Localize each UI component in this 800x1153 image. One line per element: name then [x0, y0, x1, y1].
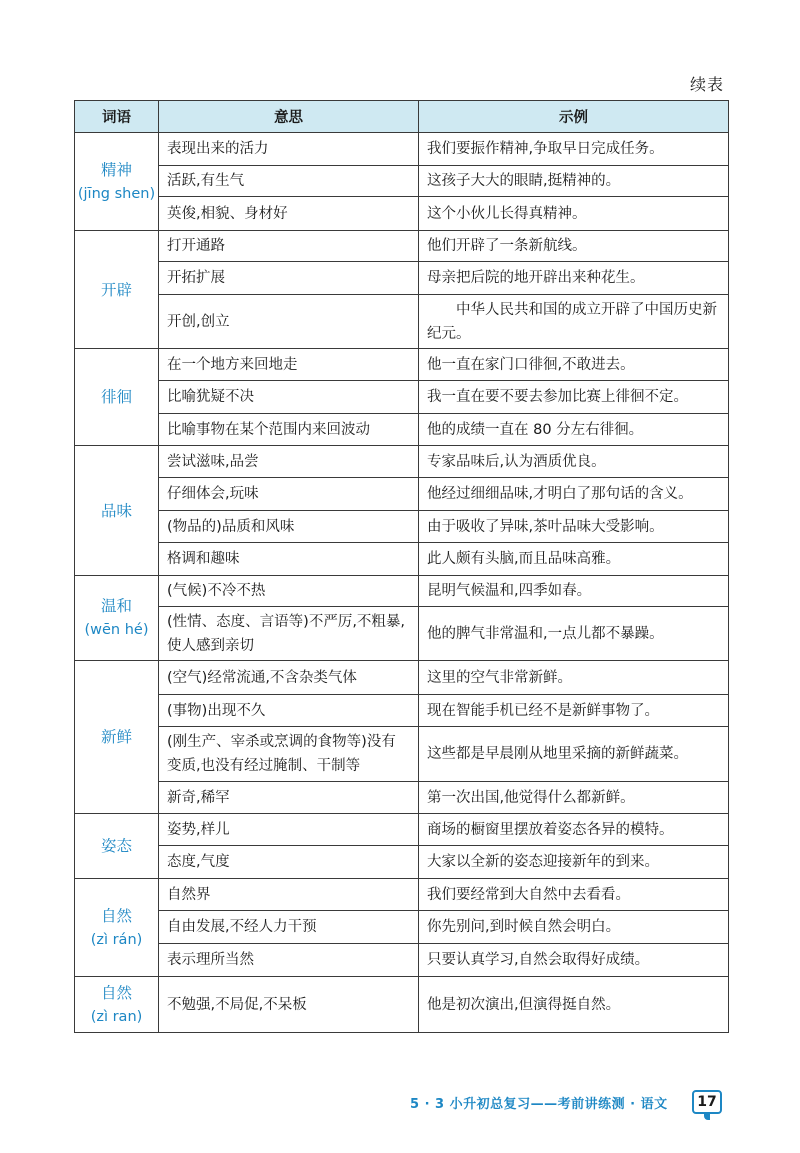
word-cell — [75, 231, 159, 349]
meaning-cell: 不勉强,不局促,不呆板 — [159, 977, 419, 1033]
table-row — [75, 511, 729, 543]
table-row — [75, 446, 729, 478]
word-term: 自然 — [100, 983, 132, 1002]
table-row — [75, 133, 729, 166]
meaning-cell: 姿势,样儿 — [159, 814, 419, 846]
table-row — [75, 349, 729, 381]
example-cell: 我们要经常到大自然中去看看。 — [419, 879, 729, 911]
word-cell — [75, 879, 159, 977]
word-cell — [75, 576, 159, 661]
example-cell: 这孩子大大的眼睛,挺精神的。 — [419, 166, 729, 197]
meaning-cell: 开创,创立 — [159, 295, 419, 349]
page-number: 17 — [692, 1090, 722, 1114]
word-term: 精神 — [100, 160, 132, 179]
meaning-cell: 开拓扩展 — [159, 262, 419, 295]
example-cell: 昆明气候温和,四季如春。 — [419, 576, 729, 607]
example-cell: 这个小伙儿长得真精神。 — [419, 197, 729, 231]
meaning-cell: (气候)不冷不热 — [159, 576, 419, 607]
word-pinyin: (zì rán) — [90, 931, 143, 948]
header-word: 词语 — [75, 101, 159, 133]
example-cell: 这些都是早晨刚从地里采摘的新鲜蔬菜。 — [419, 727, 729, 782]
example-cell: 第一次出国,他觉得什么都新鲜。 — [419, 782, 729, 814]
table-row — [75, 295, 729, 349]
meaning-cell: (性情、态度、言语等)不严厉,不粗暴,使人感到亲切 — [159, 607, 419, 661]
table-row — [75, 727, 729, 782]
continued-label: 续表 — [689, 75, 724, 94]
example-cell: 只要认真学习,自然会取得好成绩。 — [419, 944, 729, 977]
table-row — [75, 381, 729, 414]
table-row — [75, 944, 729, 977]
table-row — [75, 166, 729, 197]
word-cell — [75, 446, 159, 576]
meaning-cell: 仔细体会,玩味 — [159, 478, 419, 511]
example-cell: 商场的橱窗里摆放着姿态各异的模特。 — [419, 814, 729, 846]
example-cell: 我们要振作精神,争取早日完成任务。 — [419, 133, 729, 166]
example-cell: 由于吸收了异味,茶叶品味大受影响。 — [419, 511, 729, 543]
word-cell — [75, 977, 159, 1033]
example-cell: 这里的空气非常新鲜。 — [419, 661, 729, 695]
example-cell: 你先别问,到时候自然会明白。 — [419, 911, 729, 944]
meaning-cell: 活跃,有生气 — [159, 166, 419, 197]
example-cell: 现在智能手机已经不是新鲜事物了。 — [419, 695, 729, 727]
footer-series-title: 5 · 3 小升初总复习——考前讲练测 · 语文 — [410, 1097, 668, 1112]
word-term: 新鲜 — [100, 728, 132, 746]
example-cell: 他一直在家门口徘徊,不敢进去。 — [419, 349, 729, 381]
meaning-cell: (刚生产、宰杀或烹调的食物等)没有变质,也没有经过腌制、干制等 — [159, 727, 419, 782]
meaning-cell: 尝试滋味,品尝 — [159, 446, 419, 478]
word-pinyin: (zì ran) — [90, 1008, 143, 1025]
meaning-cell: (空气)经常流通,不含杂类气体 — [159, 661, 419, 695]
example-cell: 母亲把后院的地开辟出来种花生。 — [419, 262, 729, 295]
word-cell — [75, 133, 159, 231]
example-cell: 他的成绩一直在 80 分左右徘徊。 — [419, 414, 729, 446]
table-row — [75, 478, 729, 511]
meaning-cell: 比喻事物在某个范围内来回波动 — [159, 414, 419, 446]
word-term: 品味 — [100, 501, 132, 520]
example-cell: 他是初次演出,但演得挺自然。 — [419, 977, 729, 1033]
meaning-cell: 比喻犹疑不决 — [159, 381, 419, 414]
example-cell: 我一直在要不要去参加比赛上徘徊不定。 — [419, 381, 729, 414]
meaning-cell: 自由发展,不经人力干预 — [159, 911, 419, 944]
word-cell — [75, 661, 159, 814]
meaning-cell: 新奇,稀罕 — [159, 782, 419, 814]
table-row — [75, 977, 729, 1033]
header-meaning: 意思 — [159, 101, 419, 133]
table-body — [75, 133, 729, 1033]
header-example: 示例 — [419, 101, 729, 133]
word-term: 自然 — [100, 906, 132, 925]
table-row — [75, 782, 729, 814]
table-row — [75, 607, 729, 661]
meaning-cell: 态度,气度 — [159, 846, 419, 879]
meaning-cell: 自然界 — [159, 879, 419, 911]
meaning-cell: 表现出来的活力 — [159, 133, 419, 166]
example-cell: 此人颇有头脑,而且品味高雅。 — [419, 543, 729, 576]
meaning-cell: 打开通路 — [159, 231, 419, 262]
example-cell: 他们开辟了一条新航线。 — [419, 231, 729, 262]
meaning-cell: 英俊,相貌、身材好 — [159, 197, 419, 231]
example-cell: 中华人民共和国的成立开辟了中国历史新纪元。 — [419, 295, 729, 349]
table-row — [75, 661, 729, 695]
meaning-cell: (事物)出现不久 — [159, 695, 419, 727]
word-cell — [75, 349, 159, 446]
example-cell: 大家以全新的姿态迎接新年的到来。 — [419, 846, 729, 879]
table-row — [75, 543, 729, 576]
table-row — [75, 879, 729, 911]
meaning-cell: (物品的)品质和风味 — [159, 511, 419, 543]
example-cell: 他经过细细品味,才明白了那句话的含义。 — [419, 478, 729, 511]
example-cell: 专家品味后,认为酒质优良。 — [419, 446, 729, 478]
word-term: 徘徊 — [100, 388, 132, 406]
word-term: 温和 — [100, 597, 132, 615]
table-row — [75, 911, 729, 944]
example-cell: 他的脾气非常温和,一点儿都不暴躁。 — [419, 607, 729, 661]
table-header-row — [75, 101, 729, 133]
table-row — [75, 414, 729, 446]
word-cell — [75, 814, 159, 879]
meaning-cell: 格调和趣味 — [159, 543, 419, 576]
vocabulary-table — [74, 100, 729, 1033]
word-term: 姿态 — [100, 837, 132, 855]
word-term: 开辟 — [100, 280, 132, 299]
meaning-cell: 表示理所当然 — [159, 944, 419, 977]
table-row — [75, 262, 729, 295]
table-row — [75, 197, 729, 231]
table-row — [75, 814, 729, 846]
table-row — [75, 695, 729, 727]
table-row — [75, 231, 729, 262]
meaning-cell: 在一个地方来回地走 — [159, 349, 419, 381]
word-pinyin: (wēn hé) — [84, 622, 149, 638]
word-pinyin: (jīng shen) — [77, 185, 156, 202]
table-row — [75, 576, 729, 607]
table-row — [75, 846, 729, 879]
